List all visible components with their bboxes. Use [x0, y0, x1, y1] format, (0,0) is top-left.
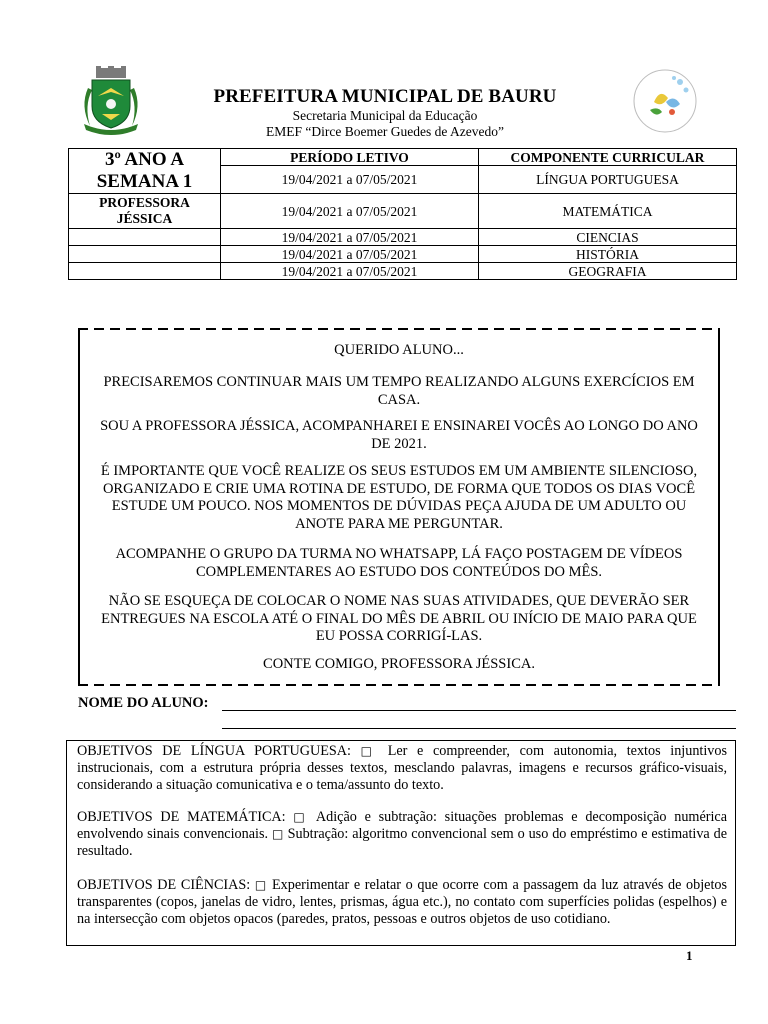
- objective-label: OBJETIVOS DE MATEMÁTICA:: [77, 809, 286, 825]
- empty-cell: [69, 229, 221, 246]
- letter-box: [78, 328, 720, 686]
- objective-text: Subtração: algoritmo convencional sem o uso do empréstimo e estimativa de resultado.: [77, 826, 728, 859]
- objective-label: OBJETIVOS DE LÍNGUA PORTUGUESA:: [77, 743, 351, 759]
- page-number: 1: [686, 948, 693, 963]
- checkbox-icon: □: [254, 878, 268, 892]
- table-cell-period: 19/04/2021 a 07/05/2021: [221, 229, 479, 246]
- table-cell-period: 19/04/2021 a 07/05/2021: [221, 166, 479, 194]
- letter-greeting: QUERIDO ALUNO...: [334, 342, 464, 358]
- coat-of-arms-logo: [78, 66, 144, 136]
- objective-portuguese: [77, 743, 727, 794]
- column-header-component: COMPONENTE CURRICULAR: [479, 149, 737, 166]
- student-name-line[interactable]: [222, 728, 736, 729]
- empty-cell: [69, 263, 221, 280]
- objective-text: Adição e subtração: situações problemas e decomposição numérica envolvendo sinais convencionais.: [77, 809, 728, 842]
- teacher-name: JÉSSICA: [116, 211, 173, 226]
- checkbox-icon: □: [271, 827, 284, 841]
- objective-label: OBJETIVOS DE CIÊNCIAS:: [77, 877, 251, 893]
- class-name: 3º ANO A: [104, 149, 185, 170]
- schedule-table: [68, 148, 737, 280]
- table-cell-component: GEOGRAFIA: [479, 263, 737, 280]
- table-cell-component: HISTÓRIA: [479, 246, 737, 263]
- class-cell: [69, 149, 221, 194]
- school-logo: [628, 68, 702, 134]
- letter-paragraph: NÃO SE ESQUEÇA DE COLOCAR O NOME NAS SUAS ATIVIDADES, QUE DEVERÃO SER ENTREGUES NA ESCOLA ATÉ O FINAL DO MÊS DE ABRIL OU INÍCIO DE MAIO PARA QUE EU POSSA CORRIGÍ-LAS.: [101, 593, 697, 644]
- table-cell-period: 19/04/2021 a 07/05/2021: [221, 246, 479, 263]
- student-name-label: NOME DO ALUNO:: [78, 695, 209, 711]
- letter-paragraph: PRECISAREMOS CONTINUAR MAIS UM TEMPO REALIZANDO ALGUNS EXERCÍCIOS EM CASA.: [103, 374, 695, 408]
- column-header-period: PERÍODO LETIVO: [221, 149, 479, 166]
- student-name-line[interactable]: [222, 710, 736, 711]
- checkbox-icon: □: [360, 744, 379, 758]
- table-cell-period: 19/04/2021 a 07/05/2021: [221, 194, 479, 229]
- table-cell-period: 19/04/2021 a 07/05/2021: [221, 263, 479, 280]
- objective-text: Experimentar e relatar o que ocorre com a passagem da luz através de objetos transparentes (copos, janelas de vidro, lentes, prismas, água etc.), no contato com superfícies polidas (espelhos) e na intersecção com objetos opacos (paredes, pratos, pessoas e outros objetos de uso cotidiano.: [77, 877, 728, 927]
- letter-paragraph: É IMPORTANTE QUE VOCÊ REALIZE OS SEUS ESTUDOS EM UM AMBIENTE SILENCIOSO, ORGANIZADO E CRIE UMA ROTINA DE ESTUDO, DE FORMA QUE TODOS OS DIAS VOCÊ ESTUDE UM POUCO. NOS MOMENTOS DE DÚVIDAS PEÇA AJUDA DE UM ADULTO OU ANOTE PARA ME PERGUNTAR.: [100, 463, 698, 532]
- letter-paragraph: ACOMPANHE O GRUPO DA TURMA NO WHATSAPP, LÁ FAÇO POSTAGEM DE VÍDEOS COMPLEMENTARES AO ESTUDO DOS CONTEÚDOS DO MÊS.: [115, 546, 683, 580]
- empty-cell: [69, 246, 221, 263]
- objective-science: [77, 877, 727, 928]
- table-cell-component: LÍNGUA PORTUGUESA: [479, 166, 737, 194]
- page-title: PREFEITURA MUNICIPAL DE BAURU: [213, 86, 557, 107]
- table-cell-component: MATEMÁTICA: [479, 194, 737, 229]
- letter-paragraph: SOU A PROFESSORA JÉSSICA, ACOMPANHAREI E ENSINAREI VOCÊS AO LONGO DO ANO DE 2021.: [100, 418, 698, 452]
- objective-text: Ler e compreender, com autonomia, textos injuntivos instrucionais, com a estrutura própria desses textos, mesclando palavras, imagens e recursos gráfico-visuais, considerando a situação comunicativa e o tema/assunto do texto.: [77, 743, 728, 793]
- table-cell-component: CIENCIAS: [479, 229, 737, 246]
- teacher-title: PROFESSORA: [99, 195, 190, 210]
- objective-math: [77, 809, 727, 860]
- objectives-box: [66, 740, 736, 946]
- week-label: SEMANA 1: [96, 171, 193, 192]
- department-name: Secretaria Municipal da Educação: [292, 108, 478, 123]
- school-name: EMEF “Dirce Boemer Guedes de Azevedo”: [265, 124, 505, 139]
- teacher-cell: [69, 194, 221, 229]
- letter-signoff: CONTE COMIGO, PROFESSORA JÉSSICA.: [263, 656, 535, 672]
- checkbox-icon: □: [293, 810, 309, 824]
